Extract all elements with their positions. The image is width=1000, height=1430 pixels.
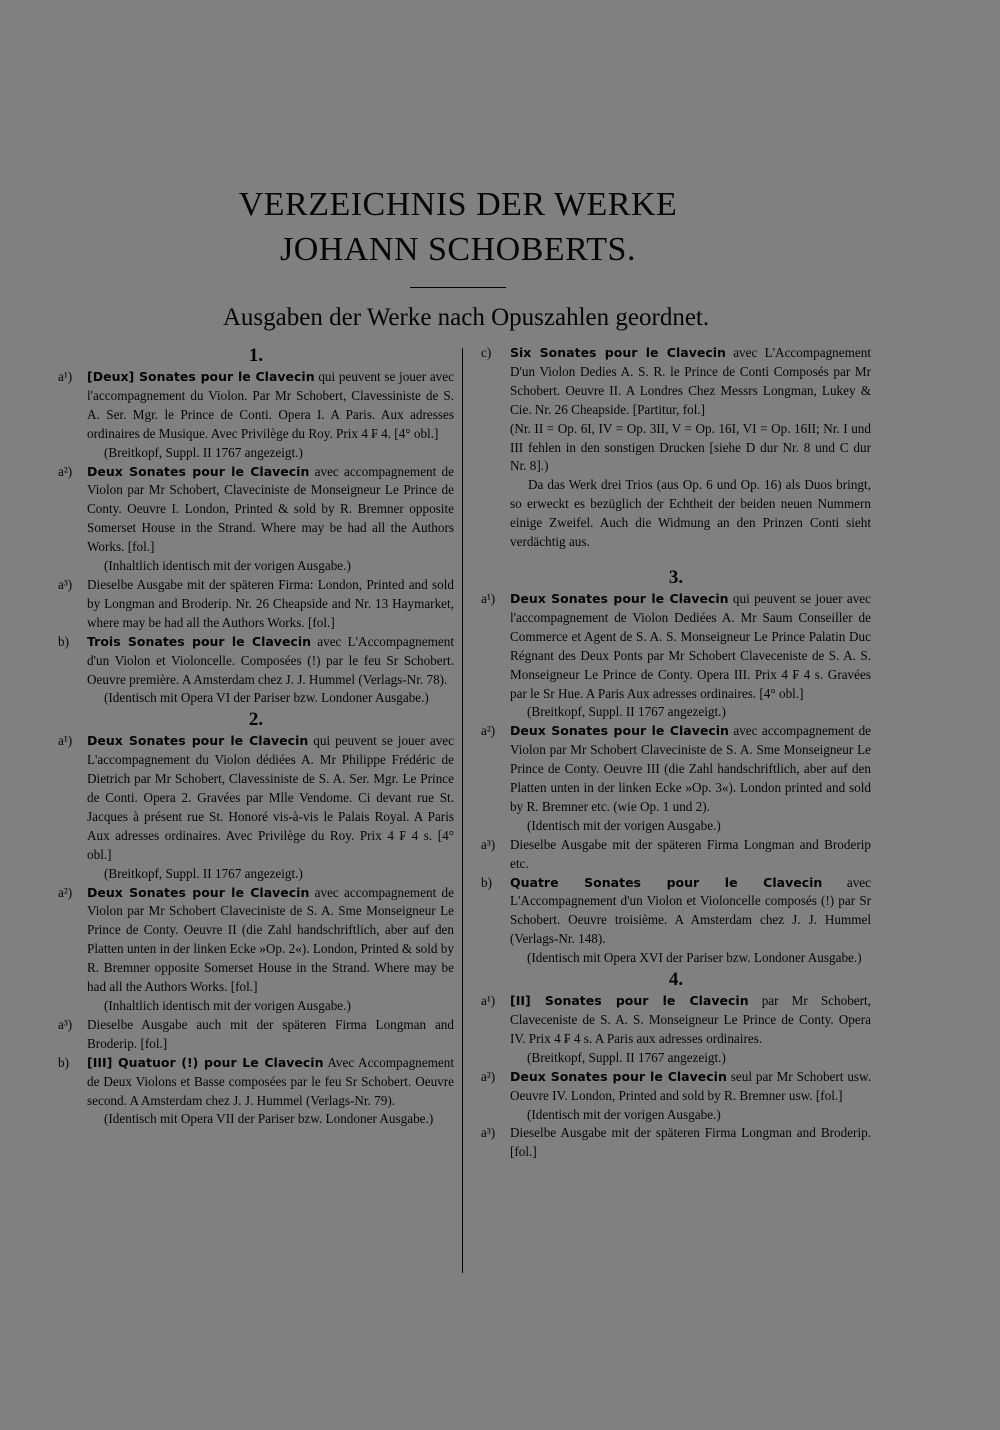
entry-commentary: Da das Werk drei Trios (aus Op. 6 und Op. 16) als Duos bringt, so erweckt es bezüglich der Echtheit der beiden neuen Nummern einige Zweifel. Auch die Widmung an den Prinzen Conti sieht verdächtig aus. xyxy=(510,477,871,550)
left-column xyxy=(58,344,454,1129)
entry-text: avec L'Accompagnement D'un Violon Dedies A. S. R. le Prince de Conti Composés par Mr Schobert. Oeuvre II. A Londres Chez Messrs Longman, Lukey & Cie. Nr. 26 Cheapside. [Partitur, fol.] xyxy=(510,345,871,417)
entry-label: b) xyxy=(58,1054,69,1070)
section-number: 4. xyxy=(668,969,684,991)
entry-title: Six Sonates pour le Clavecin xyxy=(510,345,726,360)
entry-label: a³) xyxy=(481,1125,496,1141)
entry-title: Deux Sonates pour le Clavecin xyxy=(510,590,729,606)
section-number: 2. xyxy=(248,709,264,731)
entry-note: (Inhaltlich identisch mit der vorigen Ausgabe.) xyxy=(104,998,351,1013)
entry xyxy=(481,836,871,874)
entry-note: (Identisch mit Opera VI der Pariser bzw. Londoner Ausgabe.) xyxy=(104,690,429,706)
entry-note: (Identisch mit Opera VII der Pariser bzw. Londoner Ausgabe.) xyxy=(104,1111,434,1127)
entry xyxy=(481,992,871,1049)
entry xyxy=(58,576,454,633)
entry-label: a¹) xyxy=(58,733,73,749)
entry-note: (Breitkopf, Suppl. II 1767 angezeigt.) xyxy=(104,865,303,881)
entry xyxy=(58,633,454,690)
entry-note: (Identisch mit Opera XVI der Pariser bzw. Londoner Ausgabe.) xyxy=(527,950,862,966)
entry-text: par Mr Schobert, Claveceniste de S. A. S. Monseigneur Le Prince de Conty. Opera IV. Prix 4 ₣ 4 s. A Paris aux adresses ordinaires. xyxy=(510,993,871,1046)
entry-title: Deux Sonates pour le Clavecin xyxy=(87,463,310,479)
entry xyxy=(481,1124,871,1162)
entry-text: seul par Mr Schobert usw. Oeuvre IV. London, Printed and sold by R. Bremner usw. [fol.] xyxy=(510,1068,872,1103)
entry xyxy=(481,874,871,950)
entry xyxy=(481,344,871,420)
entry xyxy=(58,884,454,997)
entry-label: b) xyxy=(481,874,492,890)
section-number: 1. xyxy=(248,345,264,366)
entry-title: Trois Sonates pour le Clavecin xyxy=(87,633,312,649)
entry-text: qui peuvent se jouer avec l'accompagnement du Violon. Par Mr Schobert, Clavessiniste de S. A. Ser. Mgr. le Prince de Conti. Opera I. A Paris. Aux adresses ordinaires de Musique. Avec Privilège du Roy. Prix 4 ₣ 4. [4° obl.] xyxy=(87,369,454,441)
entry xyxy=(58,1054,454,1111)
entry-note: (Identisch mit der vorigen Ausgabe.) xyxy=(527,817,721,833)
entry-note: (Breitkopf, Suppl. II 1767 angezeigt.) xyxy=(527,704,726,720)
right-column xyxy=(481,344,871,1162)
title-line-2: JOHANN SCHOBERTS. xyxy=(280,231,636,268)
entry-text: avec accompagnement de Violon par Mr Schobert Claveciniste de S. A. Sme Monseigneur Le Prince de Conty. Oeuvre II (die Zahl handschriftlich, aber auf den Platten unten in der linken Ecke »Op. 2«). London, Printed & sold by R. Bremner opposite Somerset House in the Strand. Where may be had all the Authors Works. [fol.] xyxy=(87,884,455,995)
entry-title: [III] Quatuor (!) pour Le Clavecin xyxy=(87,1054,324,1070)
entry-title: Deux Sonates pour le Clavecin xyxy=(510,723,729,739)
section-number: 3. xyxy=(668,566,684,588)
entry-text: Avec Accompagnement de Deux Violons et Basse composées par le feu Sr Schobert. Oeuvre second. A Amsterdam chez J. J. Hummel (Verlags-Nr. 79). xyxy=(87,1054,454,1108)
entry-note: (Nr. II = Op. 6I, IV = Op. 3II, V = Op. 16I, VI = Op. 16II; Nr. I und III fehlen in den sonstigen Drucken [siehe D dur Nr. 8 und C dur Nr. 8].) xyxy=(510,420,871,474)
entry-text: Dieselbe Ausgabe mit der späteren Firma Longman and Broderip. [fol.] xyxy=(510,1125,871,1160)
entry-title: Deux Sonates pour le Clavecin xyxy=(510,1068,727,1084)
entry-text: Dieselbe Ausgabe mit der späteren Firma Longman and Broderip etc. xyxy=(510,836,871,871)
entry-title: Deux Sonates pour le Clavecin xyxy=(87,884,310,900)
column-divider xyxy=(462,348,463,1273)
entry-label: a²) xyxy=(481,1068,496,1084)
entry-note: (Breitkopf, Suppl. II 1767 angezeigt.) xyxy=(104,444,303,460)
entry-label: c) xyxy=(481,345,492,360)
entry xyxy=(58,732,454,864)
title-line-1: VERZEICHNIS DER WERKE xyxy=(238,186,678,223)
title-divider xyxy=(410,287,506,288)
entry-title: [II] Sonates pour le Clavecin xyxy=(510,993,749,1009)
entry-text: Dieselbe Ausgabe mit der späteren Firma: London, Printed and sold by Longman and Broderip. Nr. 26 Cheapside and Nr. 13 Haymarket, where may be had all the Authors Works. [fol.] xyxy=(87,576,454,630)
entry-label: a¹) xyxy=(58,369,73,384)
entry-text: avec L'Accompagnement d'un Violon et Violoncelle. Composées (!) par le feu Sr Schobert. Oeuvre première. A Amsterdam chez J. J. Hummel (Verlags-Nr. 78). xyxy=(87,633,454,687)
entry xyxy=(58,368,454,444)
entry-note: (Identisch mit der vorigen Ausgabe.) xyxy=(527,1106,721,1122)
entry-note: (Breitkopf, Suppl. II 1767 angezeigt.) xyxy=(527,1049,726,1065)
entry-label: a²) xyxy=(58,463,73,479)
entry-label: a²) xyxy=(58,884,73,900)
entry-label: a¹) xyxy=(481,993,496,1009)
entry xyxy=(58,1016,454,1054)
entry xyxy=(58,463,454,558)
entry-label: a¹) xyxy=(481,590,496,606)
entry xyxy=(481,590,871,703)
entry-title: [Deux] Sonates pour le Clavecin xyxy=(87,369,315,384)
entry xyxy=(481,722,871,817)
subtitle: Ausgaben der Werke nach Opuszahlen geordnet. xyxy=(222,304,710,331)
entry-text: qui peuvent se jouer avec L'accompagnement du Violon dédiées A. Mr Philippe Frédéric de Dietrich par Mr Schobert, Clavessiniste de S. A. Ser. Mgr. Le Prince de Conti. Opera 2. Gravées par Mlle Vendome. Ci devant rue St. Jacques à présent rue St. Honoré vis-à-vis le Palais Royal. A Paris Aux adresses ordinaires. Avec Privilège du Roy. Prix 4 ₣ 4 s. [4° obl.] xyxy=(87,733,455,862)
entry-title: Quatre Sonates pour le Clavecin xyxy=(510,874,823,890)
entry-text: avec accompagnement de Violon par Mr Schobert Claveciniste de S. A. Sme Monseigneur Le Prince de Conty. Oeuvre III (die Zahl handschriftlich, aber auf den Platten unten in der linken Ecke »Op. 3«). London printed and sold by R. Bremner etc. (wie Op. 1 und 2). xyxy=(510,723,872,814)
entry-label: a³) xyxy=(58,1016,73,1032)
entry-text: qui peuvent se jouer avec l'accompagnement de Violon Dediées A. Mr Saum Conseiller de Commerce et Agent de S. A. S. Monseigneur Le Prince Palatin Duc Régnant des Deux Ponts par Mr Schobert Claveceniste de S. A. S. Monseigneur Le Prince de Conty. Opera III. Prix 4 ₣ 4 s. Gravées par le Sr Hue. A Paris Aux adresses ordinaires. [4° obl.] xyxy=(510,590,872,701)
entry-label: a³) xyxy=(481,836,496,852)
entry-note: (Inhaltlich identisch mit der vorigen Ausgabe.) xyxy=(104,558,351,574)
entry-text: avec accompagnement de Violon par Mr Schobert, Claveciniste de Monseigneur Le Prince de Conty. Oeuvre I. London, Printed & sold by R. Bremner opposite Somerset House in the Strand. Where may be had all the Authors Works. [fol.] xyxy=(87,463,455,555)
entry-text: avec L'Accompagnement d'un Violon et Violoncelle composés (!) par Sr Schobert. Oeuvre troisième. A Amsterdam chez J. J. Hummel (Verlags-Nr. 148). xyxy=(510,874,872,947)
entry-label: a³) xyxy=(58,576,73,592)
entry-label: b) xyxy=(58,633,69,649)
entry-text: Dieselbe Ausgabe auch mit der späteren Firma Longman and Broderip. [fol.] xyxy=(87,1016,454,1051)
entry-title: Deux Sonates pour le Clavecin xyxy=(87,733,309,749)
entry xyxy=(481,1068,871,1106)
entry-label: a²) xyxy=(481,723,496,739)
